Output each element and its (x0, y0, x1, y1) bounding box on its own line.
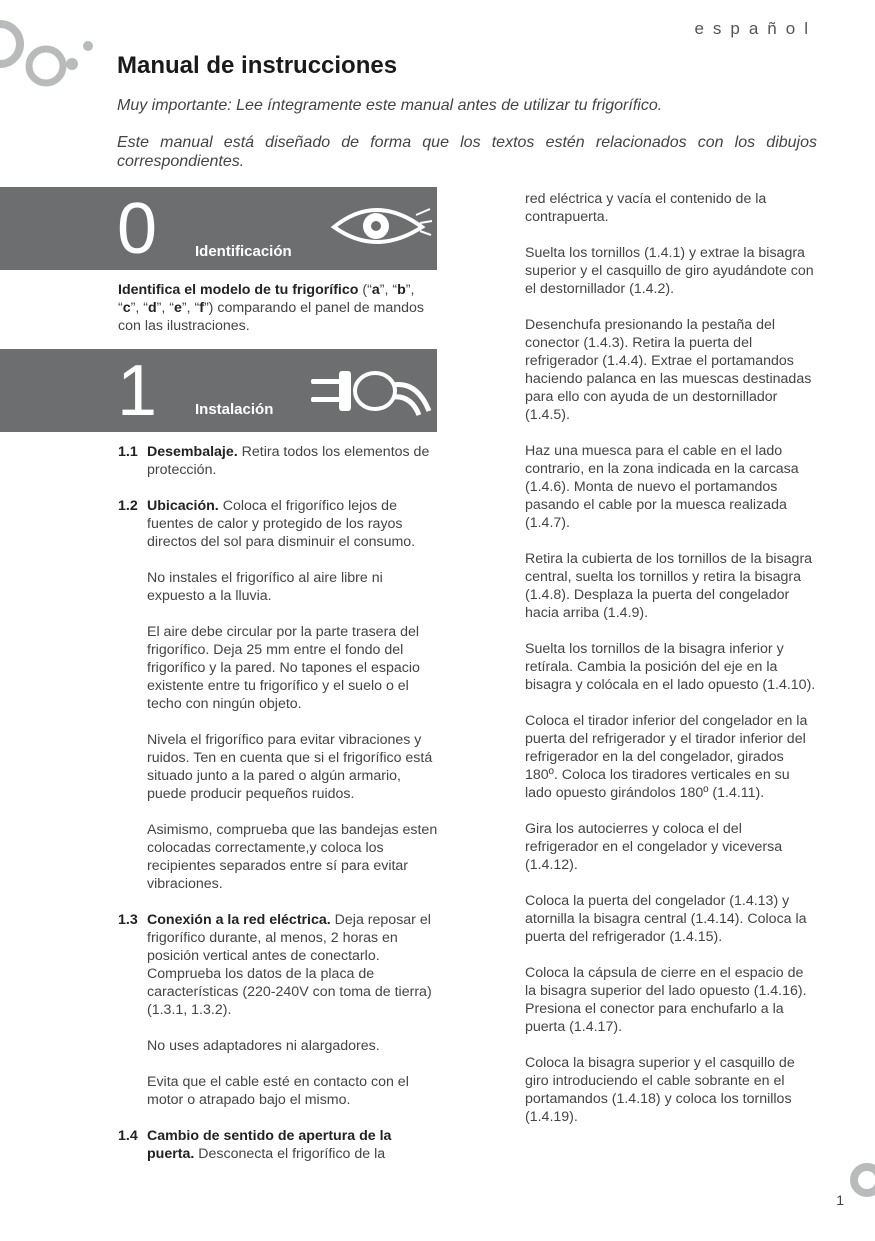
item-number: 1.3 (118, 912, 138, 928)
model-letter: c (122, 300, 131, 316)
instruction-item: 1.2 Ubicación. Coloca el frigorífico lejos de fuentes de calor y protegido de los rayos directos del sol para disminuir el consumo. No instales el frigorífico al aire libre ni expuesto a la lluvia. El aire debe circular por la parte trasera del frigorífico. Deja 25 mm entre el fondo del frigorífico y la pared. No tapones el espacio existente entre tu frigorífico y el suelo o el techo con ningún objeto. Nivela el frigorífico para evitar vibraciones y ruidos. Ten en cuenta que si el frigorífico está situado junto a la pared o algún armario, puede producir pequeños ruidos. Asimismo, comprueba que las bandejas esten colocadas correctamente,y coloca los recipientes separados entre sí para evitar vibraciones. (118, 498, 438, 892)
section-identificacion-band (0, 187, 437, 270)
paragraph: Suelta los tornillos (1.4.1) y extrae la bisagra superior y el casquillo de giro ayudándote con el destornillador (1.4.2). (525, 245, 814, 297)
item-heading: Cambio de sentido de apertura de la puerta. (147, 1128, 392, 1162)
identificacion-lead: Identifica el modelo de tu frigorífico (118, 282, 359, 298)
paragraph: Evita que el cable esté en contacto con el motor o atrapado bajo el mismo. (147, 1074, 409, 1108)
paragraph: Coloca la bisagra superior y el casquillo de giro introduciendo el cable sobrante en el portamandos (1.4.18) y coloca los tornillos (1.4.19). (525, 1055, 795, 1125)
instruction-item: 1.4 Cambio de sentido de apertura de la puerta. Desconecta el frigorífico de la (118, 1128, 392, 1162)
instalacion-left-column (118, 443, 438, 1163)
intro-design: Este manual está diseñado de forma que los textos estén relacionados con los dibujos correspondientes. (117, 134, 817, 170)
identificacion-text: Identifica el modelo de tu frigorífico (“a”, “b”, “c”, “d”, “e”, “f”) comparando el panel de mandos con las ilustraciones. (118, 282, 424, 334)
model-letter: a (371, 282, 380, 298)
item-heading: Conexión a la red eléctrica. (147, 912, 331, 928)
section-title: Identificación (195, 243, 292, 260)
paragraph: Nivela el frigorífico para evitar vibraciones y ruidos. Ten en cuenta que si el frigorífico está situado junto a la pared o algún armario, puede producir pequeños ruidos. (147, 732, 433, 802)
eye-icon (330, 199, 434, 259)
instruction-item: 1.3 Conexión a la red eléctrica. Deja reposar el frigorífico durante, al menos, 2 horas en posición vertical antes de conectarlo. Comprueba los datos de la placa de características (220-240V con toma de tierra) (1.3.1, 1.3.2). No uses adaptadores ni alargadores. Evita que el cable esté en contacto con el motor o atrapado bajo el mismo. (118, 911, 438, 1109)
instruction-item: 1.1 Desembalaje. Retira todos los elementos de protección. (118, 444, 430, 478)
model-letter: e (173, 300, 182, 316)
section-instalacion-band (0, 349, 437, 432)
section-number: 0 (117, 189, 158, 269)
model-letter: b (397, 282, 406, 298)
paragraph: Coloca la cápsula de cierre en el espacio de la bisagra superior del lado opuesto (1.4.16). Presiona el conector para enchufarlo a la puerta (1.4.17). (525, 965, 807, 1035)
paragraph: Gira los autocierres y coloca el del refrigerador en el congelador y viceversa (1.4.12). (525, 821, 783, 873)
page-number: 1 (836, 1192, 844, 1208)
item-number: 1.1 (118, 444, 138, 460)
page-title: Manual de instrucciones (117, 52, 398, 79)
paragraph: Haz una muesca para el cable en el lado contrario, en la zona indicada en la carcasa (1.4.6). Monta de nuevo el portamandos pasando el cable por la muesca realizada (1.4.7). (525, 443, 799, 531)
section-number: 1 (117, 351, 158, 431)
model-letter: f (199, 300, 204, 316)
model-letter: d (147, 300, 157, 316)
intro-important: Muy importante: Lee íntegramente este manual antes de utilizar tu frigorífico. (117, 97, 663, 114)
paragraph: Coloca la puerta del congelador (1.4.13) y atornilla la bisagra central (1.4.14). Coloca la puerta del refrigerador (1.4.15). (525, 893, 807, 945)
plug-icon (305, 361, 435, 423)
logo-circles-icon (0, 20, 100, 100)
paragraph: red eléctrica y vacía el contenido de la contrapuerta. (525, 191, 767, 225)
item-number: 1.4 (118, 1128, 138, 1144)
instalacion-right-column (525, 190, 817, 1126)
identificacion-tail: comparando el panel de mandos con las ilustraciones. (118, 300, 424, 334)
paragraph: No instales el frigorífico al aire libre ni expuesto a la lluvia. (147, 570, 383, 604)
item-heading: Ubicación. (147, 498, 219, 514)
paragraph: Coloca el tirador inferior del congelador en la puerta del refrigerador y el tirador inferior del refrigerador en la del congelador, girados 180º. Coloca los tiradores verticales en su lado opuesto girándolos 180º (1.4.11). (525, 713, 808, 801)
paragraph: Retira la cubierta de los tornillos de la bisagra central, suelta los tornillos y retira la bisagra (1.4.8). Desplaza la puerta del congelador hacia arriba (1.4.9). (525, 551, 813, 621)
language-label: español (694, 19, 817, 38)
item-heading: Desembalaje. (147, 444, 238, 460)
corner-circle-icon (845, 1160, 875, 1200)
paragraph: Desenchufa presionando la pestaña del conector (1.4.3). Retira la puerta del refrigerador (1.4.4). Extrae el portamandos haciendo palanca en las muescas destinadas para ello con ayuda de un destornillador (1.4.5). (525, 317, 812, 423)
section-title: Instalación (195, 401, 274, 418)
paragraph: El aire debe circular por la parte trasera del frigorífico. Deja 25 mm entre el fondo del frigorífico y la pared. No tapones el espacio existente entre tu frigorífico y el suelo o el techo con ningún objeto. (147, 624, 420, 712)
paragraph: No uses adaptadores ni alargadores. (147, 1038, 380, 1054)
paragraph: Suelta los tornillos de la bisagra inferior y retírala. Cambia la posición del eje en la bisagra y colócala en el lado opuesto (1.4.10). (525, 641, 816, 693)
paragraph: Asimismo, comprueba que las bandejas esten colocadas correctamente,y coloca los recipientes separados entre sí para evitar vibraciones. (147, 822, 438, 892)
item-number: 1.2 (118, 498, 138, 514)
